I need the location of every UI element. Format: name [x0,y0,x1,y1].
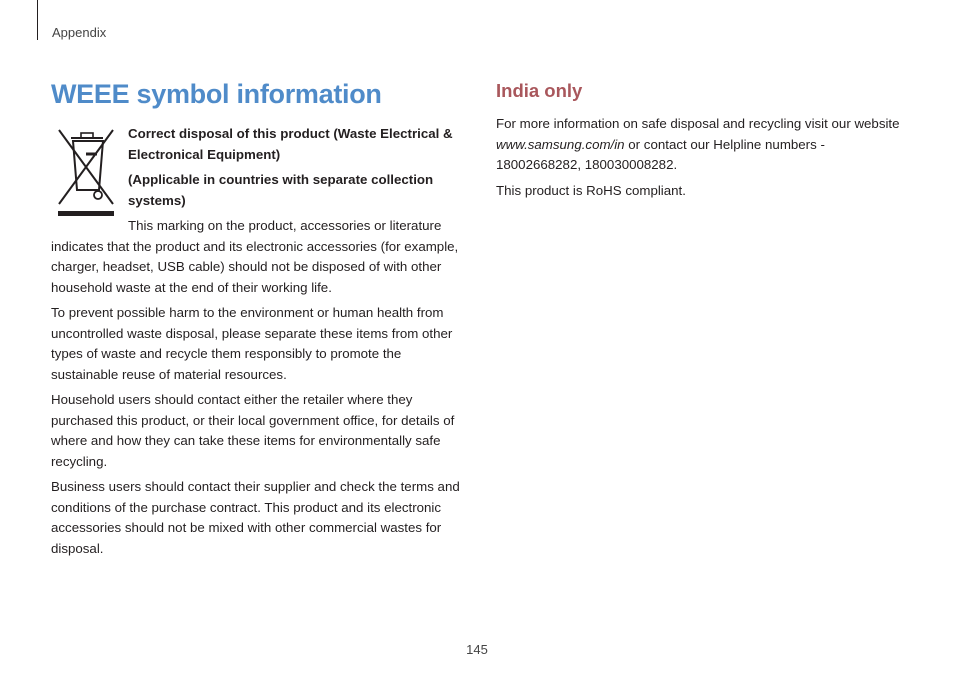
india-title: India only [496,80,583,101]
india-paragraph [496,114,906,176]
india-text-start: For more information on safe disposal and recycling visit our website [496,116,900,131]
crossed-out-wheelie-bin-icon [53,124,119,216]
rohs-statement: This product is RoHS compliant. [496,182,686,198]
header-divider [37,0,38,40]
section-label: Appendix [52,25,107,40]
weee-intro [51,124,461,303]
weee-applicability: (Applicable in countries with separate collection systems) [128,172,434,208]
page-number: 145 [466,642,488,657]
left-column [51,76,461,564]
right-column [496,78,906,206]
weee-heading: Correct disposal of this product (Waste Electrical & Electronical Equipment) [128,126,453,162]
weee-paragraph-4: Business users should contact their supplier and check the terms and conditions of the purchase contract. This product and its electronic accessories should not be mixed with other commercial wastes for disposal. [51,479,460,556]
samsung-website-link[interactable]: www.samsung.com/in [496,136,625,152]
weee-paragraph-3: Household users should contact either the retailer where they purchased this product, or their local government office, for details of where and how they can take these items for environmentally safe recycling. [51,392,455,469]
page-title: WEEE symbol information [51,79,382,109]
weee-paragraph-2: To prevent possible harm to the environment or human health from uncontrolled waste disposal, please separate these items from other types of waste and recycle them responsibly to promote the sustainable reuse of material resources. [51,305,453,382]
india-text-end: or contact our Helpline numbers - 18002668282, 180030008282. [496,136,825,172]
weee-paragraph-1: This marking on the product, accessories or literature indicates that the product and its electronic accessories (for example, charger, headset, USB cable) should not be disposed of with other household waste at the end of their working life. [51,218,459,295]
